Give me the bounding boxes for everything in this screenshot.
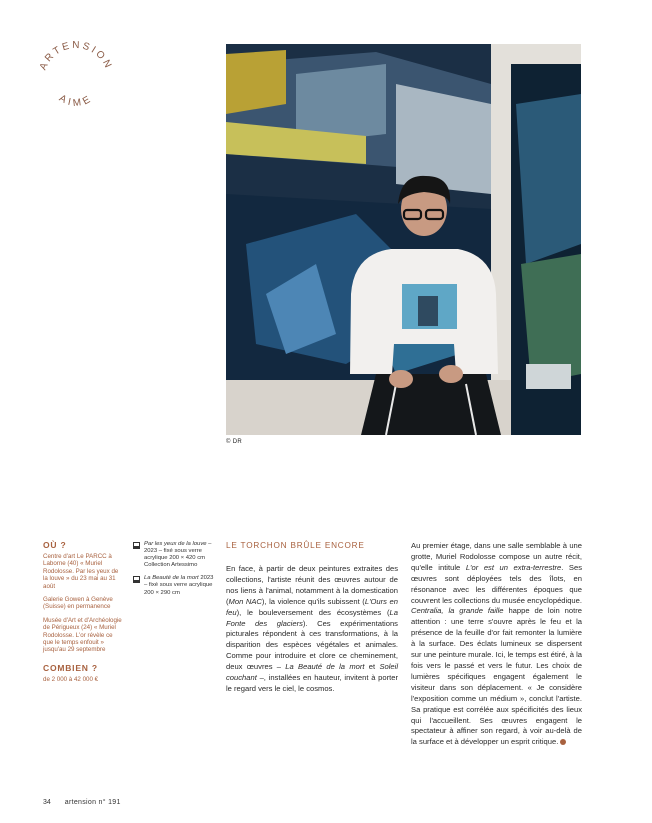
location-perigueux: Musée d'Art et d'Archéologie de Périgueux (24) « Muriel Rodolosse. L'or révèle ce que le temps enfouit » jusqu'au 29 septembre — [43, 616, 122, 654]
work-caption — [133, 541, 217, 569]
end-mark-icon — [560, 739, 566, 745]
location-gowen: Galerie Gowen à Genève (Suisse) en permanence — [43, 596, 113, 611]
article-title-ref: La Beauté de la mort — [285, 662, 365, 672]
article-title-ref: L'Ours en feu — [226, 596, 398, 617]
where-title: OÙ ? — [43, 540, 67, 550]
article-text: –, installées en hauteur, invitent à porter le regard vers le ciel, le cosmos. — [226, 673, 398, 693]
artension-aime-logo — [36, 40, 116, 116]
article-title-ref: Centralia, la grande faille — [411, 606, 504, 616]
article-text: ), le bouleversement des écosystèmes ( — [236, 607, 390, 617]
work-title: Par les yeux de la louve — [144, 541, 207, 547]
artist-photo — [226, 44, 581, 435]
article-text: ). Ces expérimentations picturales répondent à ces transformations, à la disparition des espèces végétales et animales. Comme pour introduire et clore ce cheminement, deux œuvres – — [226, 618, 398, 672]
work-caption — [133, 575, 217, 596]
article-text: et — [364, 662, 380, 672]
article-title-ref: Mon NAC — [228, 596, 262, 606]
svg-text:AIME — [57, 93, 95, 109]
article-text: Au premier étage, dans une salle semblable à une grotte, Muriel Rodolosse compose un autre récit, qu'elle intitule — [411, 541, 582, 572]
painting-icon — [133, 576, 140, 583]
magazine-issue: artension n° 191 — [64, 799, 121, 806]
page-number: 34 — [43, 799, 51, 806]
info-sidebar — [43, 540, 123, 683]
article-title-ref: Soleil couchant — [226, 662, 399, 683]
work-details: – 2023 – fixé sous verre acrylique 200 × 420 cm Collection Artessimo — [144, 541, 212, 569]
logo-top-word: ARTENSION — [37, 40, 115, 72]
work-details: 2023 – fixé sous verre acrylique 200 × 290 cm — [144, 575, 214, 596]
logo-bottom-word: AIME — [57, 92, 95, 110]
section-heading: LE TORCHON BRÛLE ENCORE — [226, 541, 365, 550]
photo-credit: © DR — [226, 439, 242, 445]
price-title: COMBIEN ? — [43, 662, 98, 673]
article-text: ), la violence qu'ils subissent ( — [261, 596, 365, 606]
price-range: de 2 000 à 42 000 € — [43, 675, 99, 683]
location-parcc: Centre d'art Le PARCC à Laborne (40) « Muriel Rodolosse. Par les yeux de la louve » du 23 mai au 31 août — [43, 553, 119, 590]
article-text: happe de loin notre attention : une terre s'ouvre après le feu et la présence de la feuille d'or fait remonter la lumière à la surface. Des éclats lumineux se dispersent sur une peinture murale. Ici, le temps est étiré, à la fois vers le passé et vers le futur. Les choix de lumières spécifiques engagent également le visiteur dans son déplacement. « Je considère l'exposition comme un médium », conclut l'artiste. Sa pratique est corrélée aux spécificités des lieux qui l'accueillent. Ses œuvres engagent le spectateur à affiner son regard, à voir au-delà de la surface et à développer un esprit critique. — [411, 606, 582, 747]
article-column-1 — [226, 564, 398, 695]
article-text: En face, à partir de deux peintures extraites des collections, l'artiste réunit des œuvres autour de nos liens à l'animal, notamment à la domestication ( — [226, 564, 398, 606]
work-title: La Beauté de la mort — [144, 575, 199, 582]
svg-text:ARTENSION — [38, 40, 114, 72]
painting-icon — [133, 542, 140, 549]
article-title-ref: L'or est un extra-terrestre — [465, 562, 562, 572]
article-title-ref: La Fonte des glaciers — [226, 607, 398, 628]
article-column-2 — [411, 541, 582, 748]
page-footer — [43, 799, 121, 806]
article-text: . Ses œuvres sont déployées tels des îlots, en résonance avec les différentes époques que couvrent les collections du musée encyclopédique. — [411, 562, 583, 605]
works-captions — [133, 541, 217, 603]
